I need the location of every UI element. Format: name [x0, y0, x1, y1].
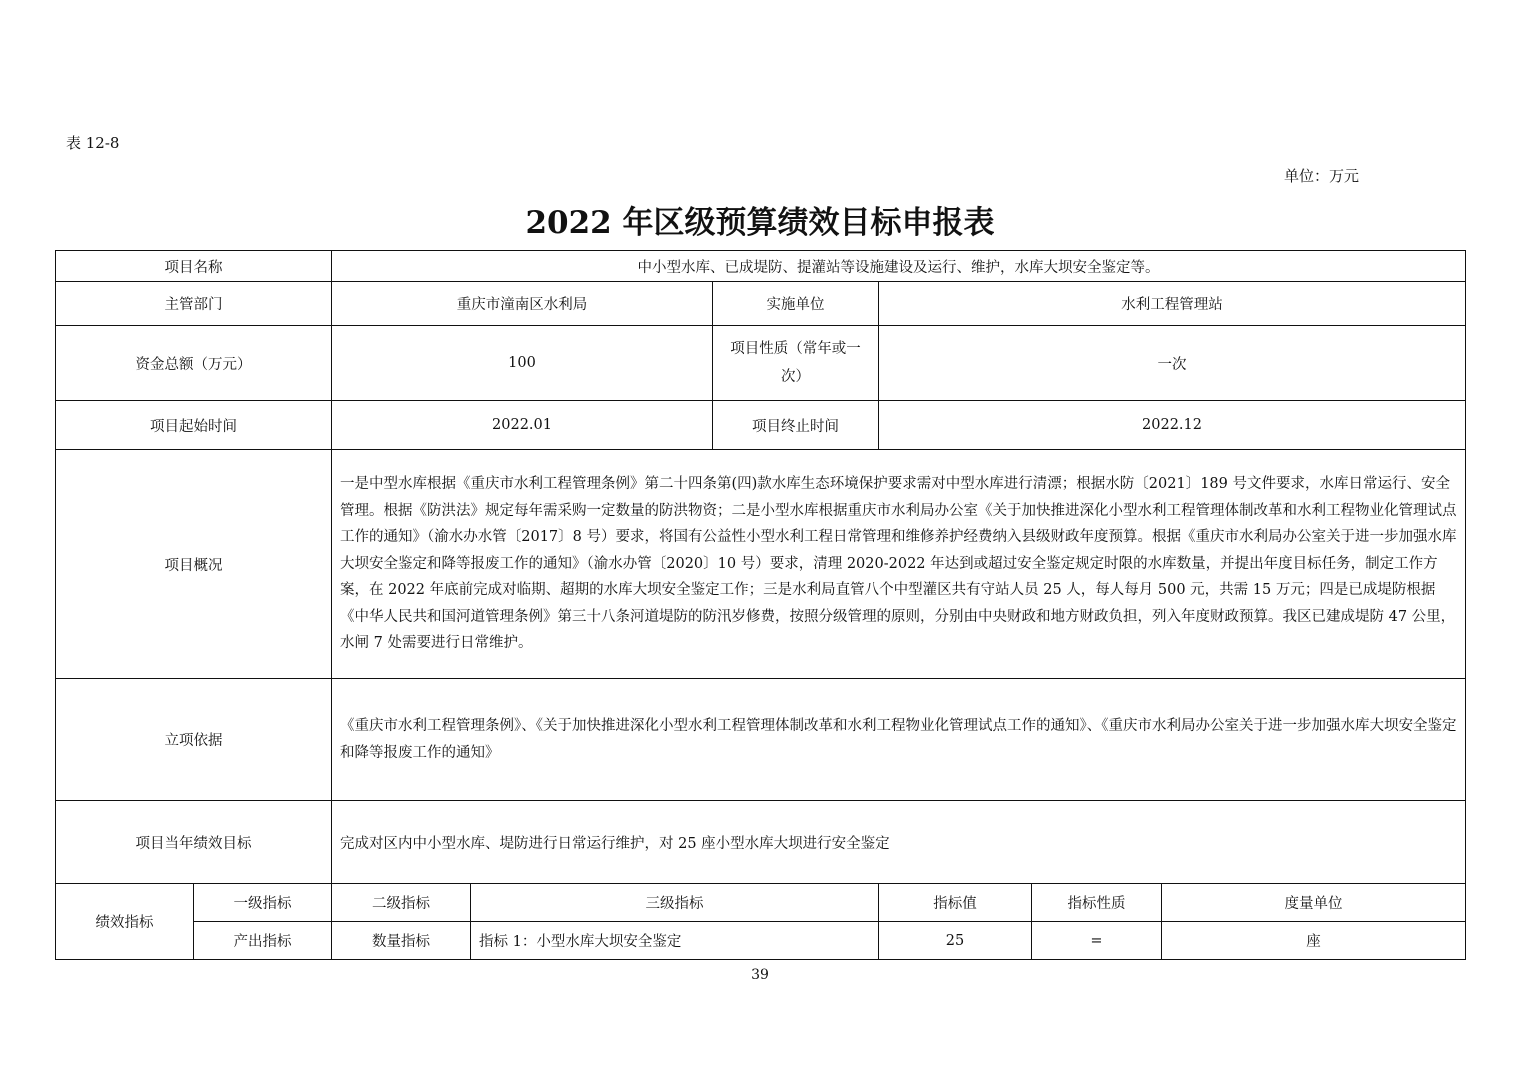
project-name-value: 中小型水库、已成堤防、提灌站等设施建设及运行、维护，水库大坝安全鉴定等。: [332, 251, 1466, 282]
table-row: [56, 326, 1466, 401]
table-row: [56, 251, 1466, 282]
indicator-cell: 数量指标: [332, 922, 471, 960]
table-row: [56, 679, 1466, 801]
goal-value: 完成对区内中小型水库、堤防进行日常运行维护，对 25 座小型水库大坝进行安全鉴定: [332, 801, 1466, 884]
overview-label: 项目概况: [56, 450, 332, 679]
table-row: [56, 282, 1466, 326]
table-row: [56, 922, 1466, 960]
indicator-header: 二级指标: [332, 884, 471, 922]
page-title: 2022 年区级预算绩效目标申报表: [525, 205, 995, 241]
basis-label: 立项依据: [56, 679, 332, 801]
indicator-header: 一级指标: [194, 884, 332, 922]
indicator-cell: 25: [879, 922, 1032, 960]
goal-label: 项目当年绩效目标: [56, 801, 332, 884]
indicator-header: 指标性质: [1032, 884, 1162, 922]
nature-label: 项目性质（常年或一次）: [713, 326, 879, 401]
table-number: 表 12-8: [66, 134, 120, 152]
indicator-cell: 座: [1162, 922, 1466, 960]
table-row: [56, 401, 1466, 450]
table-row: [56, 801, 1466, 884]
dept-label: 主管部门: [56, 282, 332, 326]
dept-value: 重庆市潼南区水利局: [332, 282, 713, 326]
indicator-header: 度量单位: [1162, 884, 1466, 922]
fund-label: 资金总额（万元）: [56, 326, 332, 401]
unit-label: 单位：万元: [1283, 167, 1359, 185]
indicator-cell: =: [1032, 922, 1162, 960]
indicator-header: 三级指标: [471, 884, 879, 922]
nature-value: 一次: [879, 326, 1466, 401]
impl-label: 实施单位: [713, 282, 879, 326]
indicators-label: 绩效指标: [56, 884, 194, 960]
table-row: [56, 884, 1466, 922]
table-row: [56, 450, 1466, 679]
budget-performance-table: [55, 250, 1466, 960]
end-label: 项目终止时间: [713, 401, 879, 450]
page-number: 39: [751, 967, 769, 983]
impl-value: 水利工程管理站: [879, 282, 1466, 326]
start-label: 项目起始时间: [56, 401, 332, 450]
project-name-label: 项目名称: [56, 251, 332, 282]
fund-value: 100: [332, 326, 713, 401]
end-value: 2022.12: [879, 401, 1466, 450]
indicator-header: 指标值: [879, 884, 1032, 922]
indicator-cell: 指标 1：小型水库大坝安全鉴定: [471, 922, 879, 960]
indicator-cell: 产出指标: [194, 922, 332, 960]
start-value: 2022.01: [332, 401, 713, 450]
overview-value: 一是中型水库根据《重庆市水利工程管理条例》第二十四条第(四)款水库生态环境保护要求需对中型水库进行清漂；根据水防〔2021〕189 号文件要求，水库日常运行、安全管理。根据《防洪法》规定每年需采购一定数量的防洪物资；二是小型水库根据重庆市水利局办公室《关于加快推进深化小型水利工程管理体制改革和水利工程物业化管理试点工作的通知》（渝水办水管〔2017〕8 号）要求，将国有公益性小型水利工程日常管理和维修养护经费纳入县级财政年度预算。根据《重庆市水利局办公室关于进一步加强水库大坝安全鉴定和降等报废工作的通知》（渝水办管〔2020〕10 号）要求，清理 2020-2022 年达到或超过安全鉴定规定时限的水库数量，并提出年度目标任务，制定工作方案，在 2022 年底前完成对临期、超期的水库大坝安全鉴定工作；三是水利局直管八个中型灌区共有守站人员 25 人，每人每月 500 元，共需 15 万元；四是已成堤防根据《中华人民共和国河道管理条例》第三十八条河道堤防的防汛岁修费，按照分级管理的原则，分别由中央财政和地方财政负担，列入年度财政预算。我区已建成堤防 47 公里，水闸 7 处需要进行日常维护。: [332, 450, 1466, 679]
basis-value: 《重庆市水利工程管理条例》、《关于加快推进深化小型水利工程管理体制改革和水利工程物业化管理试点工作的通知》、《重庆市水利局办公室关于进一步加强水库大坝安全鉴定和降等报废工作的通知》: [332, 679, 1466, 801]
